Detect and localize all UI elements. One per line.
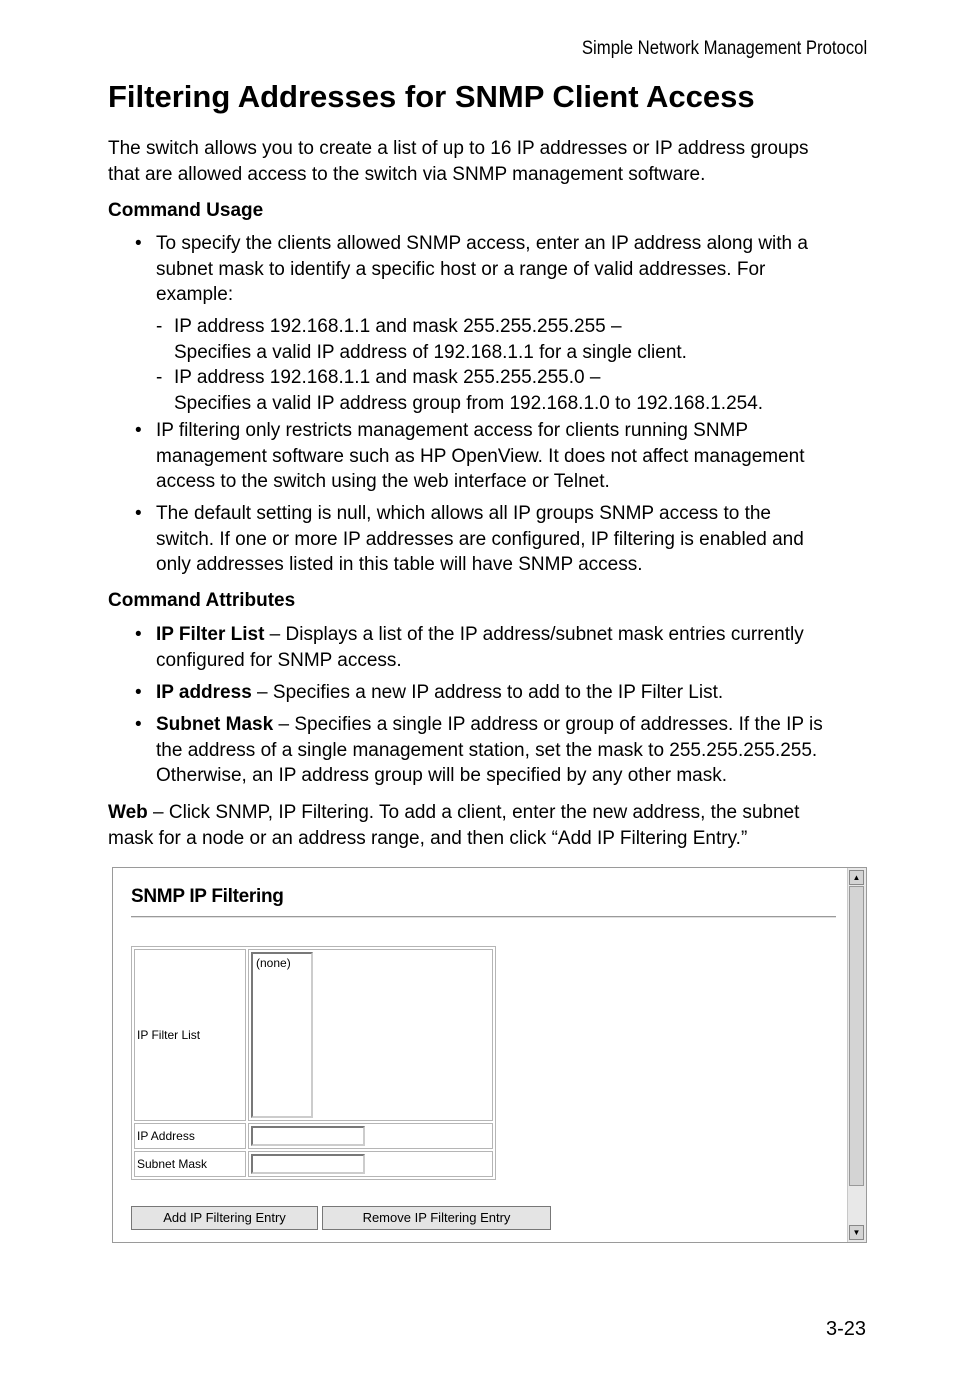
ip-filter-form xyxy=(131,946,496,1180)
usage-b1-line-2: subnet mask to identify a specific host or a range of valid addresses. For xyxy=(156,258,766,280)
usage-b2-line-2: management software such as HP OpenView. It does not affect management xyxy=(156,445,805,467)
snmp-ip-filtering-screenshot xyxy=(112,867,867,1243)
attr-term-ip-filter-list: IP Filter List xyxy=(156,624,265,645)
usage-b2-line-3: access to the switch using the web interface or Telnet. xyxy=(156,471,610,492)
scroll-thumb[interactable] xyxy=(849,886,864,1186)
ip-address-input[interactable] xyxy=(251,1126,365,1146)
intro-paragraph xyxy=(108,136,868,187)
usage-b1-line-1: To specify the clients allowed SNMP access, enter an IP address along with a xyxy=(156,233,808,254)
attr-3-line-3: Otherwise, an IP address group will be specified by any other mask. xyxy=(156,765,727,786)
web-line-1: – Click SNMP, IP Filtering. To add a client, enter the new address, the subnet xyxy=(147,802,800,823)
usage-b2-line-1: IP filtering only restricts management access for clients running SNMP xyxy=(156,420,749,441)
list-item[interactable]: (none) xyxy=(256,956,291,970)
page-number: 3-23 xyxy=(825,1318,866,1340)
attr-3-line-2: the address of a single management station, set the mask to 255.255.255.255. xyxy=(156,739,818,761)
ip-filter-list-cell xyxy=(248,949,493,1121)
bullet-dot: • xyxy=(135,682,142,703)
subnet-mask-cell xyxy=(248,1151,493,1177)
scroll-down-icon[interactable]: ▼ xyxy=(849,1225,864,1240)
ip-filter-list-label: IP Filter List xyxy=(134,949,246,1121)
command-usage-heading: Command Usage xyxy=(108,200,264,221)
running-header: Simple Network Management Protocol xyxy=(581,38,867,59)
intro-line-2: that are allowed access to the switch via SNMP management software. xyxy=(108,163,706,185)
ip-address-cell xyxy=(248,1123,493,1149)
usage-b3-line-3: only addresses listed in this table will have SNMP access. xyxy=(156,554,643,575)
bullet-dot: • xyxy=(135,624,142,645)
command-attributes-heading: Command Attributes xyxy=(108,590,296,611)
ip-address-label: IP Address xyxy=(134,1123,246,1149)
bullet-dot: • xyxy=(135,714,142,735)
bullet-dot: • xyxy=(135,503,142,524)
example-1-line-1: IP address 192.168.1.1 and mask 255.255.255.255 – xyxy=(174,316,622,337)
usage-b3-line-1: The default setting is null, which allows all IP groups SNMP access to the xyxy=(156,503,771,524)
scroll-up-icon[interactable]: ▲ xyxy=(849,870,864,885)
attr-2-line-1: – Specifies a new IP address to add to the IP Filter List. xyxy=(251,682,724,703)
usage-b3-line-2: switch. If one or more IP addresses are configured, IP filtering is enabled and xyxy=(156,528,804,550)
example-1-line-2: Specifies a valid IP address of 192.168.1.1 for a single client. xyxy=(174,341,687,363)
intro-line-1: The switch allows you to create a list of up to 16 IP addresses or IP address groups xyxy=(108,138,809,159)
example-2-line-2: Specifies a valid IP address group from 192.168.1.0 to 192.168.1.254. xyxy=(174,392,764,414)
usage-b1-line-3: example: xyxy=(156,284,234,305)
attr-term-ip-address: IP address xyxy=(156,682,252,703)
web-line-2: mask for a node or an address range, and then click “Add IP Filtering Entry.” xyxy=(108,827,748,849)
panel-title: SNMP IP Filtering xyxy=(131,886,284,907)
bullet-dot: • xyxy=(135,233,142,254)
web-paragraph xyxy=(108,800,868,851)
remove-ip-filtering-entry-button[interactable]: Remove IP Filtering Entry xyxy=(322,1206,551,1230)
attr-3-line-1: – Specifies a single IP address or group of addresses. If the IP is xyxy=(273,714,823,735)
ip-filter-listbox[interactable] xyxy=(251,952,313,1118)
subnet-mask-label: Subnet Mask xyxy=(134,1151,246,1177)
panel-divider xyxy=(131,916,836,918)
add-ip-filtering-entry-button[interactable]: Add IP Filtering Entry xyxy=(131,1206,318,1230)
subnet-mask-input[interactable] xyxy=(251,1154,365,1174)
attr-1-line-1: – Displays a list of the IP address/subnet mask entries currently xyxy=(264,624,804,645)
example-2-line-1: IP address 192.168.1.1 and mask 255.255.255.0 – xyxy=(174,367,601,388)
bullet-dot: • xyxy=(135,420,142,441)
attr-1-line-2: configured for SNMP access. xyxy=(156,649,402,671)
attr-term-subnet-mask: Subnet Mask xyxy=(156,714,274,735)
vertical-scrollbar[interactable] xyxy=(847,868,866,1242)
section-title: Filtering Addresses for SNMP Client Access xyxy=(108,79,755,114)
web-term: Web xyxy=(108,802,148,823)
